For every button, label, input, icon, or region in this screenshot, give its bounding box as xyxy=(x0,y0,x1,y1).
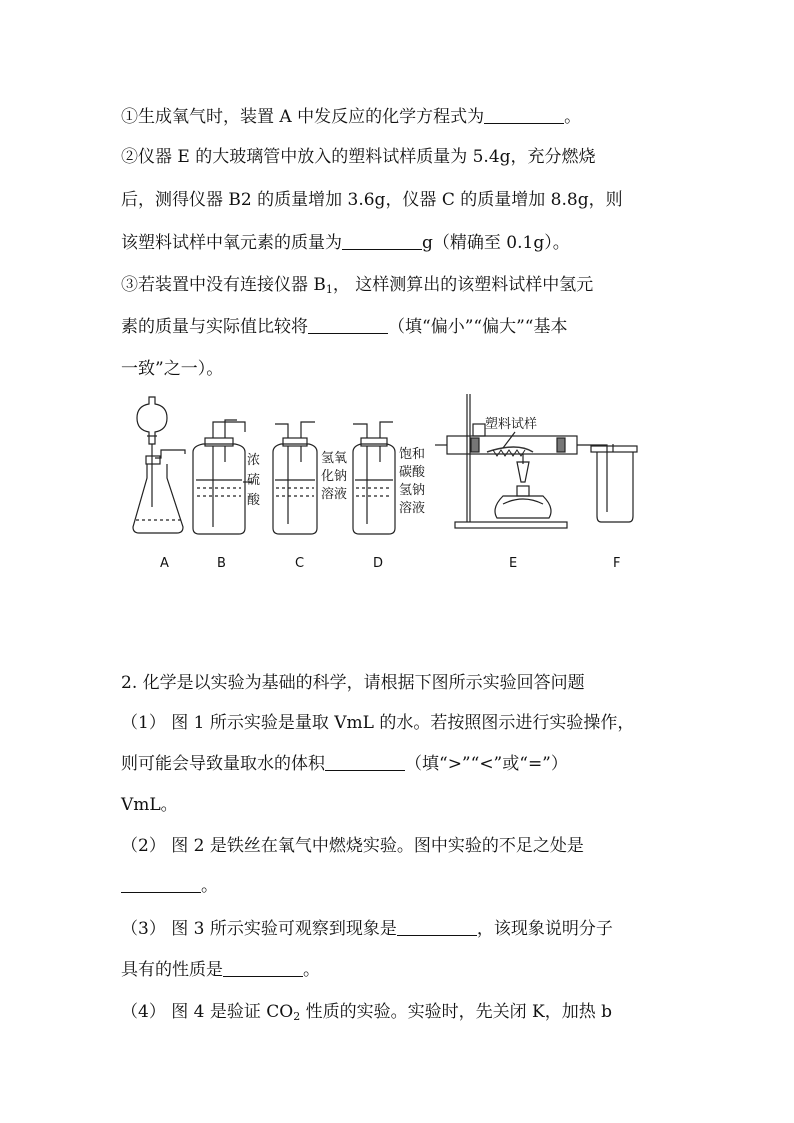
bottle-c xyxy=(273,422,317,534)
plastic-sample-label: 塑料试样 xyxy=(485,417,538,432)
q1-line-4-end: g（精确至 0.1g）。 xyxy=(422,233,570,253)
q2-part-4-text: （4） 图 4 是验证 CO xyxy=(121,1002,294,1022)
q1-line-6-text: 素的质量与实际值比较将 xyxy=(121,317,308,337)
bottle-d xyxy=(353,422,395,534)
reagent-c-line-1: 氢氧 xyxy=(321,451,348,466)
q2-part-1-line-3: VmL。 xyxy=(121,795,178,815)
reagent-b-char-3: 酸 xyxy=(247,493,261,508)
q1-line-6 xyxy=(121,316,567,338)
apparatus-figure xyxy=(125,392,645,577)
answer-blank-5[interactable] xyxy=(121,876,201,893)
q1-line-2: ②仪器 E 的大玻璃管中放入的塑料试样质量为 5.4g，充分燃烧 xyxy=(121,147,596,167)
reagent-d-line-1: 饱和 xyxy=(399,447,426,462)
q2-part-3-line-2 xyxy=(121,959,320,981)
q2-part-4-line-1 xyxy=(121,1001,612,1023)
q1-line-6-end: （填“偏小”“偏大”“基本 xyxy=(388,317,568,337)
q2-part-1-line-2 xyxy=(121,753,568,775)
label-f: F xyxy=(613,556,621,571)
q1-line-1-text: ①生成氧气时，装置 A 中发反应的化学方程式为 xyxy=(121,107,485,127)
q1-line-7: 一致”之一）。 xyxy=(121,359,224,379)
q1-line-5-end: ， 这样测算出的该塑料试样中氢元 xyxy=(332,275,594,295)
label-d: D xyxy=(373,556,384,571)
label-a: A xyxy=(160,556,169,571)
q2-part-1-text: 则可能会导致量取水的体积 xyxy=(121,754,325,774)
answer-blank-2[interactable] xyxy=(342,233,422,250)
bottle-b xyxy=(193,420,253,534)
subscript-2: 2 xyxy=(293,1010,301,1023)
q2-part-2-end: 。 xyxy=(201,876,218,896)
q2-part-1-line-1: （1） 图 1 所示实验是量取 VmL 的水。若按照图示进行实验操作， xyxy=(121,713,635,733)
reagent-c-line-2: 化钠 xyxy=(321,469,348,484)
q2-part-3-end: 。 xyxy=(303,960,320,980)
subscript-1: 1 xyxy=(325,283,333,296)
reagent-d-line-4: 溶液 xyxy=(399,501,426,516)
q2-part-3-text: （3） 图 3 所示实验可观察到现象是 xyxy=(121,919,397,939)
q2-part-3-text-2: ，该现象说明分子 xyxy=(476,919,613,939)
reagent-c-line-3: 溶液 xyxy=(321,487,348,502)
q1-line-5-text: ③若装置中没有连接仪器 B xyxy=(121,275,326,295)
q1-line-5 xyxy=(121,274,593,296)
reagent-d-line-3: 氢钠 xyxy=(399,483,426,498)
combustion-apparatus-e xyxy=(435,394,595,528)
q2-title: 2. 化学是以实验为基础的科学，请根据下图所示实验回答问题 xyxy=(121,673,585,693)
q1-line-4-text: 该塑料试样中氧元素的质量为 xyxy=(121,233,342,253)
q2-part-3-text-3: 具有的性质是 xyxy=(121,960,223,980)
q2-part-4-text-2: 性质的实验。实验时，先关闭 K，加热 b xyxy=(300,1002,612,1022)
reagent-b-char-1: 浓 xyxy=(247,453,261,468)
q2-part-1-choices: （填“>”“<”或“=”） xyxy=(405,754,568,774)
label-c: C xyxy=(295,556,305,571)
flask-a xyxy=(133,397,185,533)
q2-part-2-line-2 xyxy=(121,875,218,897)
q1-line-1 xyxy=(121,106,581,128)
reagent-b-char-2: 硫 xyxy=(247,473,261,488)
answer-blank-6[interactable] xyxy=(397,919,477,936)
bottle-f xyxy=(591,444,637,522)
q1-line-3: 后，测得仪器 B2 的质量增加 3.6g，仪器 C 的质量增加 8.8g，则 xyxy=(121,190,623,210)
label-e: E xyxy=(509,556,518,571)
q2-part-2-line-1: （2） 图 2 是铁丝在氧气中燃烧实验。图中实验的不足之处是 xyxy=(121,836,584,856)
q2-part-3-line-1 xyxy=(121,918,613,940)
answer-blank-3[interactable] xyxy=(308,317,388,334)
answer-blank-7[interactable] xyxy=(223,960,303,977)
reagent-d-line-2: 碳酸 xyxy=(399,465,426,480)
answer-blank-1[interactable] xyxy=(484,107,564,124)
q1-line-1-end: 。 xyxy=(564,107,582,127)
label-b: B xyxy=(217,556,226,571)
q1-line-4 xyxy=(121,232,570,254)
answer-blank-4[interactable] xyxy=(325,754,405,771)
